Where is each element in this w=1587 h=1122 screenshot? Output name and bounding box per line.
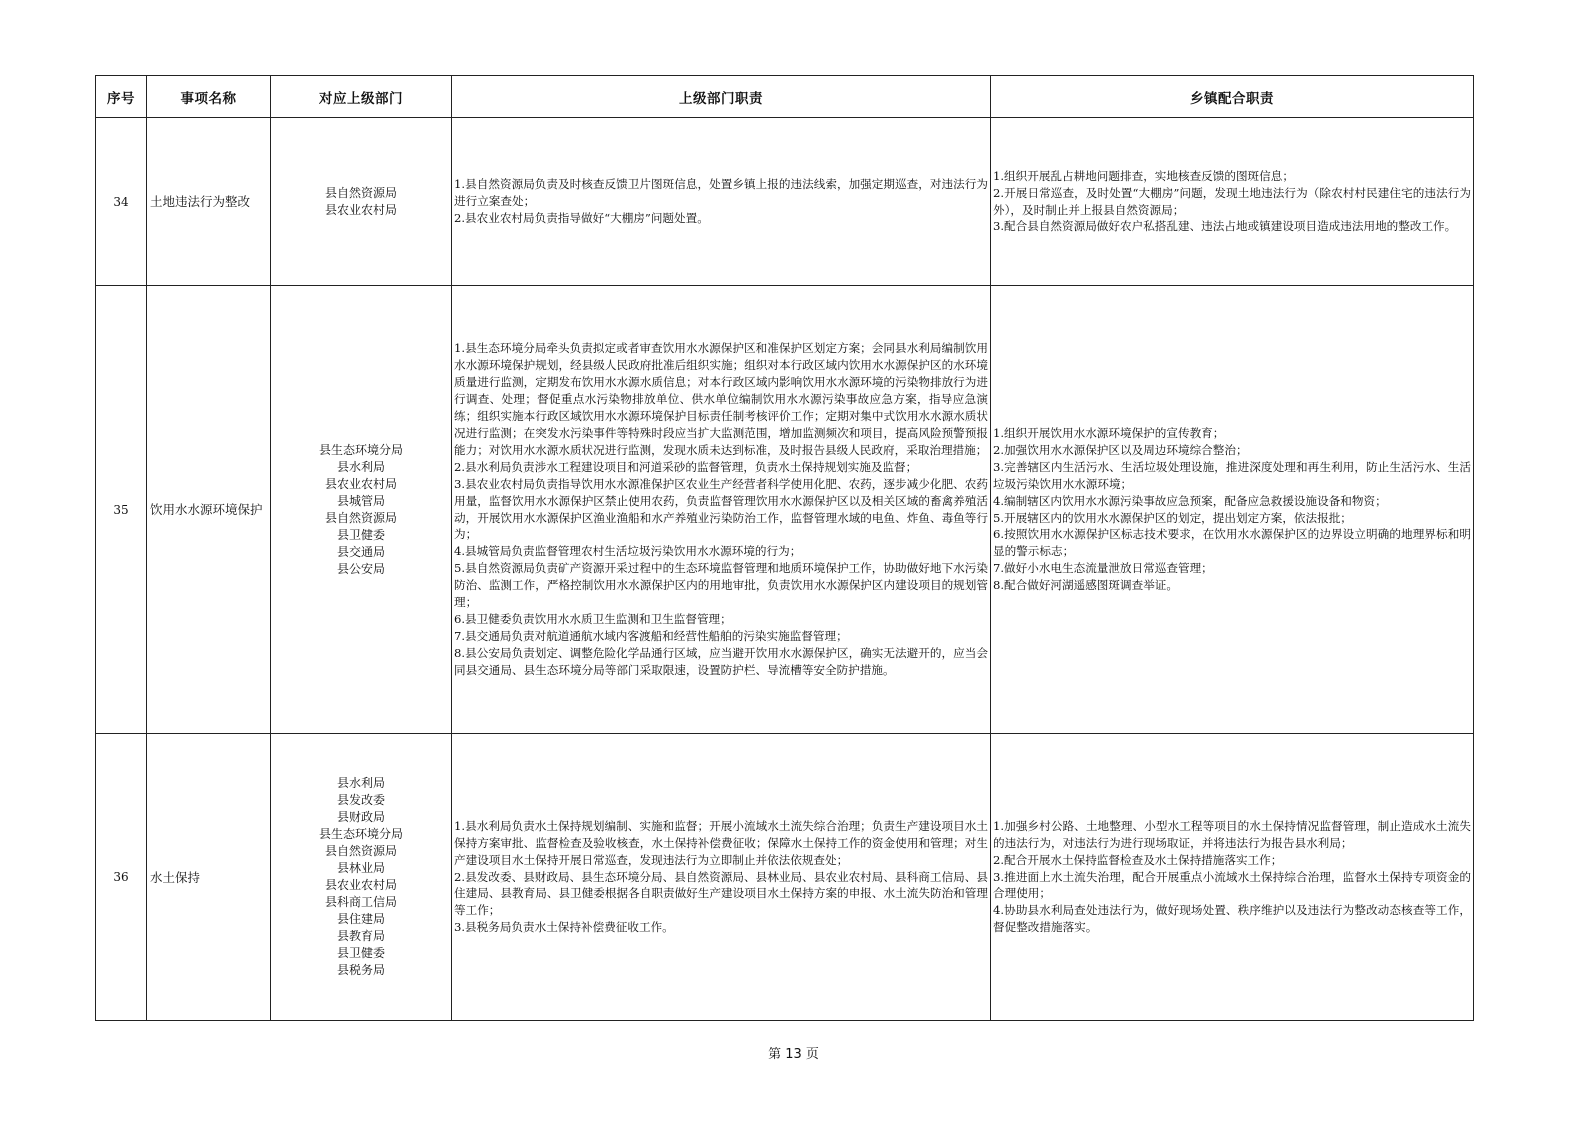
town-duty — [991, 734, 1474, 1021]
town-item: 6.按照饮用水水源保护区标志技术要求，在饮用水水源保护区的边界设立明确的地理界标和明显的警示标志； — [993, 527, 1471, 559]
duty-item: 1.县生态环境分局牵头负责拟定或者审查饮用水水源保护区和准保护区划定方案；会同县水利局编制饮用水水源环境保护规划，经县级人民政府批准后组织实施；组织对本行政区域内饮用水水源保护区的水环境质量进行监测，定期发布饮用水水源水质信息；对本行政区域内影响饮用水水源环境的污染物排放行为进行调查、处理；督促重点水污染物排放单位、供水单位编制饮用水水源污染事故应急方案，指导应急演练；组织实施本行政区域饮用水水源环境保护目标责任制考核评价工作；定期对集中式饮用水水源水质状况进行监测；在突发水污染事件等特殊时段应当扩大监测范围，增加监测频次和项目，提高风险预警预报能力；对饮用水水源水质状况进行监测，发现水质未达到标准，及时报告县级人民政府，采取治理措施； — [454, 341, 988, 457]
header-town: 乡镇配合职责 — [991, 76, 1474, 118]
dept-item: 县住建局 — [336, 912, 385, 926]
duty-item: 3.县农业农村局负责指导饮用水水源准保护区农业生产经营者科学使用化肥、农药，逐步减少化肥、农药用量，监督饮用水水源保护区禁止使用农药，负责监督管理饮用水水源保护区以及相关区域的畜禽养殖活动，开展饮用水水源保护区渔业渔船和水产养殖业污染防治工作，监督管理水域的电鱼、炸鱼、毒鱼等行为； — [454, 476, 988, 542]
duty-item: 5.县自然资源局负责矿产资源开采过程中的生态环境监督管理和地质环境保护工作，协助做好地下水污染防治、监测工作，严格控制饮用水水源保护区内的用地审批，负责饮用水水源保护区内建设项目的规划管理； — [454, 561, 988, 610]
town-item: 1.组织开展饮用水水源环境保护的宣传教育； — [993, 425, 1225, 440]
dept-list — [271, 286, 452, 734]
dept-item: 县农业农村局 — [324, 476, 397, 491]
dept-item: 县林业局 — [336, 861, 385, 875]
dept-list — [271, 734, 452, 1021]
page-number: 第 13 页 — [768, 1047, 819, 1062]
dept-item: 县自然资源局 — [324, 844, 397, 858]
item-name: 土地违法行为整改 — [147, 118, 271, 286]
dept-item: 县交通局 — [336, 544, 385, 559]
dept-duty — [452, 118, 991, 286]
row-number: 34 — [96, 118, 147, 286]
dept-item: 县生态环境分局 — [318, 827, 403, 841]
dept-item: 县水利局 — [336, 776, 385, 790]
duty-item: 1.县自然资源局负责及时核查反馈卫片图斑信息，处置乡镇上报的违法线索，加强定期巡查，对违法行为进行立案查处； — [454, 177, 988, 209]
town-item: 4.编制辖区内饮用水水源污染事故应急预案，配备应急救援设施设备和物资； — [993, 493, 1387, 508]
town-item: 3.配合县自然资源局做好农户私搭乱建、违法占地或镇建设项目造成违法用地的整改工作。 — [993, 219, 1457, 234]
dept-item: 县农业农村局 — [324, 878, 397, 892]
dept-item: 县水利局 — [336, 459, 385, 474]
town-item: 1.组织开展乱占耕地问题排查，实地核查反馈的图斑信息； — [993, 168, 1294, 183]
town-item: 8.配合做好河湖遥感图斑调查举证。 — [993, 578, 1178, 593]
duty-item: 2.县发改委、县财政局、县生态环境分局、县自然资源局、县林业局、县农业农村局、县科商工信局、县住建局、县教育局、县卫健委根据各自职责做好生产建设项目水土保持方案的申报、水土流失防治和管理等工作； — [454, 869, 988, 918]
item-name: 水土保持 — [147, 734, 271, 1021]
dept-item: 县科商工信局 — [324, 895, 397, 909]
dept-item: 县生态环境分局 — [318, 442, 403, 457]
town-item: 2.开展日常巡查，及时处置“大棚房”问题，发现土地违法行为（除农村村民建住宅的违法行为外），及时制止并上报县自然资源局； — [993, 185, 1471, 217]
table-row — [96, 118, 1474, 286]
table-row — [96, 734, 1474, 1021]
dept-item: 县公安局 — [336, 561, 385, 576]
town-item: 3.推进面上水土流失治理，配合开展重点小流域水土保持综合治理，监督水土保持专项资金的合理使用； — [993, 869, 1471, 901]
header-dept: 对应上级部门 — [271, 76, 452, 118]
dept-duty — [452, 734, 991, 1021]
duty-item: 2.县水利局负责涉水工程建设项目和河道采砂的监督管理，负责水土保持规划实施及监督； — [454, 459, 918, 474]
duty-item: 6.县卫健委负责饮用水水质卫生监测和卫生监督管理； — [454, 611, 732, 626]
duty-item: 3.县税务局负责水土保持补偿费征收工作。 — [454, 920, 674, 935]
responsibility-table — [95, 75, 1474, 1021]
row-number: 36 — [96, 734, 147, 1021]
town-item: 4.协助县水利局查处违法行为，做好现场处置、秩序维护以及违法行为整改动态核查等工作，督促整改措施落实。 — [993, 903, 1471, 935]
dept-item: 县税务局 — [336, 963, 385, 977]
header-no: 序号 — [96, 76, 147, 118]
town-item: 3.完善辖区内生活污水、生活垃圾处理设施，推进深度处理和再生利用，防止生活污水、生活垃圾污染饮用水水源环境； — [993, 459, 1471, 491]
town-item: 7.做好小水电生态流量泄放日常巡查管理； — [993, 561, 1213, 576]
table-row — [96, 286, 1474, 734]
item-name: 饮用水水源环境保护 — [147, 286, 271, 734]
dept-item: 县财政局 — [336, 810, 385, 824]
duty-item: 7.县交通局负责对航道通航水域内客渡船和经营性船舶的污染实施监督管理； — [454, 628, 848, 643]
header-row — [96, 76, 1474, 118]
town-item: 2.加强饮用水水源保护区以及周边环境综合整治； — [993, 442, 1248, 457]
row-number: 35 — [96, 286, 147, 734]
town-duty — [991, 286, 1474, 734]
dept-item: 县发改委 — [336, 793, 385, 807]
dept-item: 县自然资源局 — [324, 185, 397, 200]
dept-item: 县自然资源局 — [324, 510, 397, 525]
duty-item: 4.县城管局负责监督管理农村生活垃圾污染饮用水水源环境的行为； — [454, 544, 802, 559]
header-name: 事项名称 — [147, 76, 271, 118]
dept-item: 县卫健委 — [336, 946, 385, 960]
duty-item: 8.县公安局负责划定、调整危险化学品通行区域，应当避开饮用水水源保护区，确实无法避开的，应当会同县交通局、县生态环境分局等部门采取限速，设置防护栏、导流槽等安全防护措施。 — [454, 645, 988, 677]
duty-item: 2.县农业农村局负责指导做好“大棚房”问题处置。 — [454, 210, 709, 225]
header-duty: 上级部门职责 — [452, 76, 991, 118]
dept-item: 县卫健委 — [336, 527, 385, 542]
town-item: 2.配合开展水土保持监督检查及水土保持措施落实工作； — [993, 852, 1283, 867]
dept-item: 县农业农村局 — [324, 202, 397, 217]
dept-duty — [452, 286, 991, 734]
town-duty — [991, 118, 1474, 286]
dept-list — [271, 118, 452, 286]
dept-item: 县城管局 — [336, 493, 385, 508]
town-item: 1.加强乡村公路、土地整理、小型水工程等项目的水土保持情况监督管理，制止造成水土流失的违法行为，对违法行为进行现场取证，并将违法行为报告县水利局； — [993, 818, 1471, 850]
duty-item: 1.县水利局负责水土保持规划编制、实施和监督；开展小流域水土流失综合治理；负责生产建设项目水土保持方案审批、监督检查及验收核查，水土保持补偿费征收；保障水土保持工作的资金使用和管理；对生产建设项目水土保持开展日常巡查，发现违法行为立即制止并依法依规查处； — [454, 818, 988, 867]
town-item: 5.开展辖区内的饮用水水源保护区的划定，提出划定方案，依法报批； — [993, 510, 1352, 525]
dept-item: 县教育局 — [336, 929, 385, 943]
